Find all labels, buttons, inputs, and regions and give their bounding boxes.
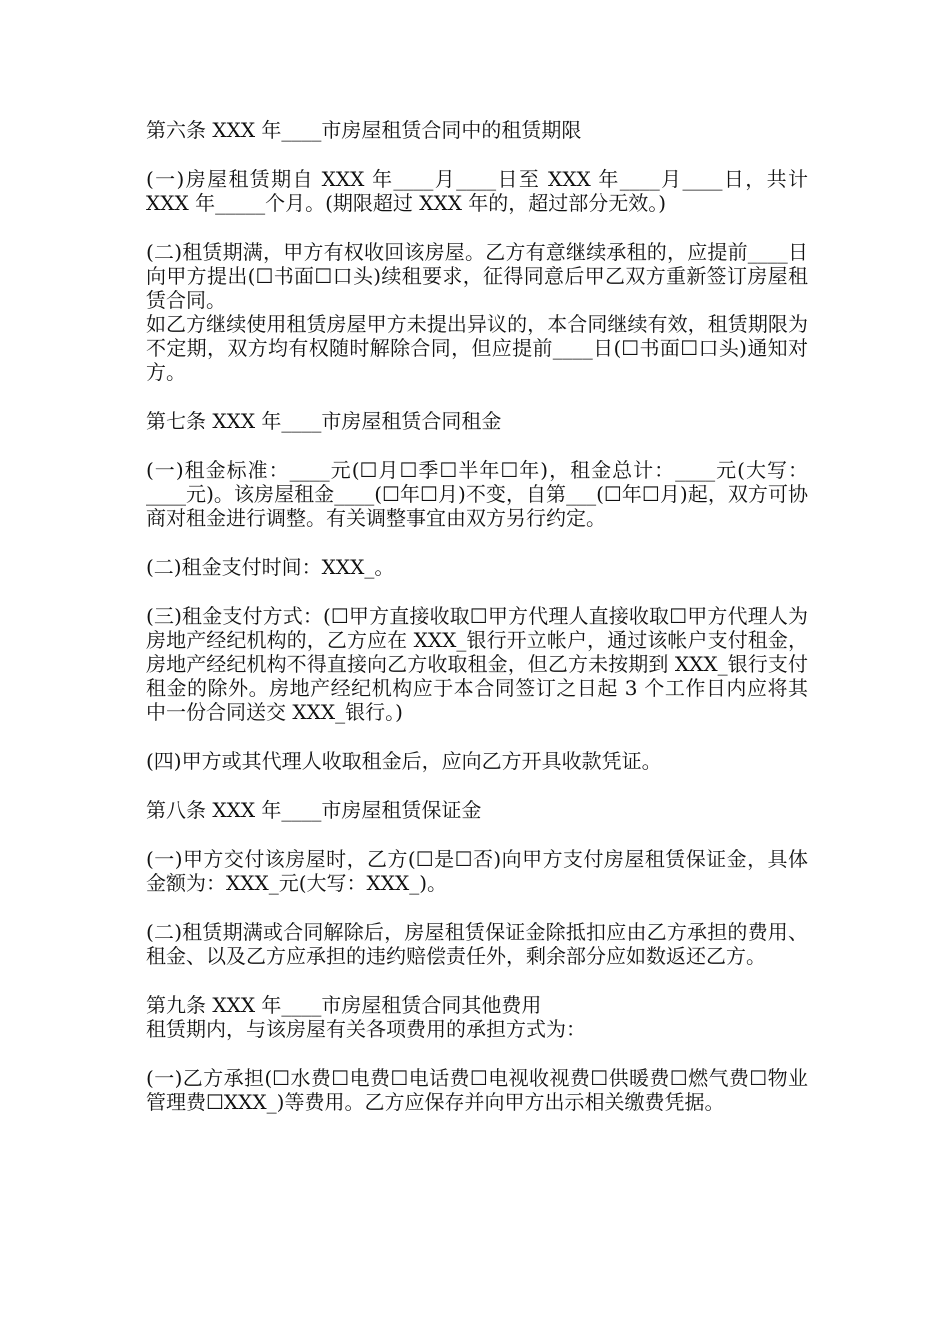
article-6-clause-1: (一)房屋租赁期自 XXX 年____月____日至 XXX 年____月____日，共计 XXX 年_____个月。(期限超过 XXX 年的，超过部分无效。) bbox=[146, 167, 815, 215]
article-7-clause-3: (三)租金支付方式：(☐甲方直接收取☐甲方代理人直接收取☐甲方代理人为房地产经纪机构的，乙方应在 XXX_银行开立帐户，通过该帐户支付租金，房地产经纪机构不得直接向乙方收取租金，但乙方未按期到 XXX_银行支付租金的除外。房地产经纪机构应于本合同签订之日起 3 个工作日内应将其中一份合同送交 XXX_银行。) bbox=[146, 604, 808, 724]
article-6-clause-2: (二)租赁期满，甲方有权收回该房屋。乙方有意继续承租的，应提前____日向甲方提出(☐书面☐口头)续租要求，征得同意后甲乙双方重新签订房屋租赁合同。 bbox=[146, 240, 808, 312]
contract-page bbox=[146, 118, 815, 1139]
article-6-clause-2-continued: 如乙方继续使用租赁房屋甲方未提出异议的，本合同继续有效，租赁期限为不定期，双方均有权随时解除合同，但应提前____日(☐书面☐口头)通知对方。 bbox=[146, 312, 808, 384]
article-7-title: 第七条 XXX 年____市房屋租赁合同租金 bbox=[146, 409, 502, 433]
article-6-title: 第六条 XXX 年____市房屋租赁合同中的租赁期限 bbox=[146, 118, 582, 142]
article-9-intro: 租赁期内，与该房屋有关各项费用的承担方式为： bbox=[146, 1017, 586, 1041]
article-7-clause-1: (一)租金标准：____元(☐月☐季☐半年☐年)，租金总计：____元(大写：____元)。该房屋租金____(☐年☐月)不变，自第___(☐年☐月)起，双方可协商对租金进行调整。有关调整事宜由双方另行约定。 bbox=[146, 458, 808, 530]
article-9-title: 第九条 XXX 年____市房屋租赁合同其他费用 bbox=[146, 993, 542, 1017]
article-8-clause-2: (二)租赁期满或合同解除后，房屋租赁保证金除抵扣应由乙方承担的费用、租金、以及乙方应承担的违约赔偿责任外，剩余部分应如数返还乙方。 bbox=[146, 920, 808, 968]
article-8-title: 第八条 XXX 年____市房屋租赁保证金 bbox=[146, 798, 482, 822]
article-8-clause-1: (一)甲方交付该房屋时，乙方(☐是☐否)向甲方支付房屋租赁保证金，具体金额为：XXX_元(大写：XXX_)。 bbox=[146, 847, 808, 895]
article-9-clause-1: (一)乙方承担(☐水费☐电费☐电话费☐电视收视费☐供暖费☐燃气费☐物业管理费☐XXX_)等费用。乙方应保存并向甲方出示相关缴费凭据。 bbox=[146, 1066, 808, 1114]
article-7-clause-2: (二)租金支付时间：XXX_。 bbox=[146, 555, 395, 579]
article-7-clause-4: (四)甲方或其代理人收取租金后，应向乙方开具收款凭证。 bbox=[146, 749, 662, 773]
